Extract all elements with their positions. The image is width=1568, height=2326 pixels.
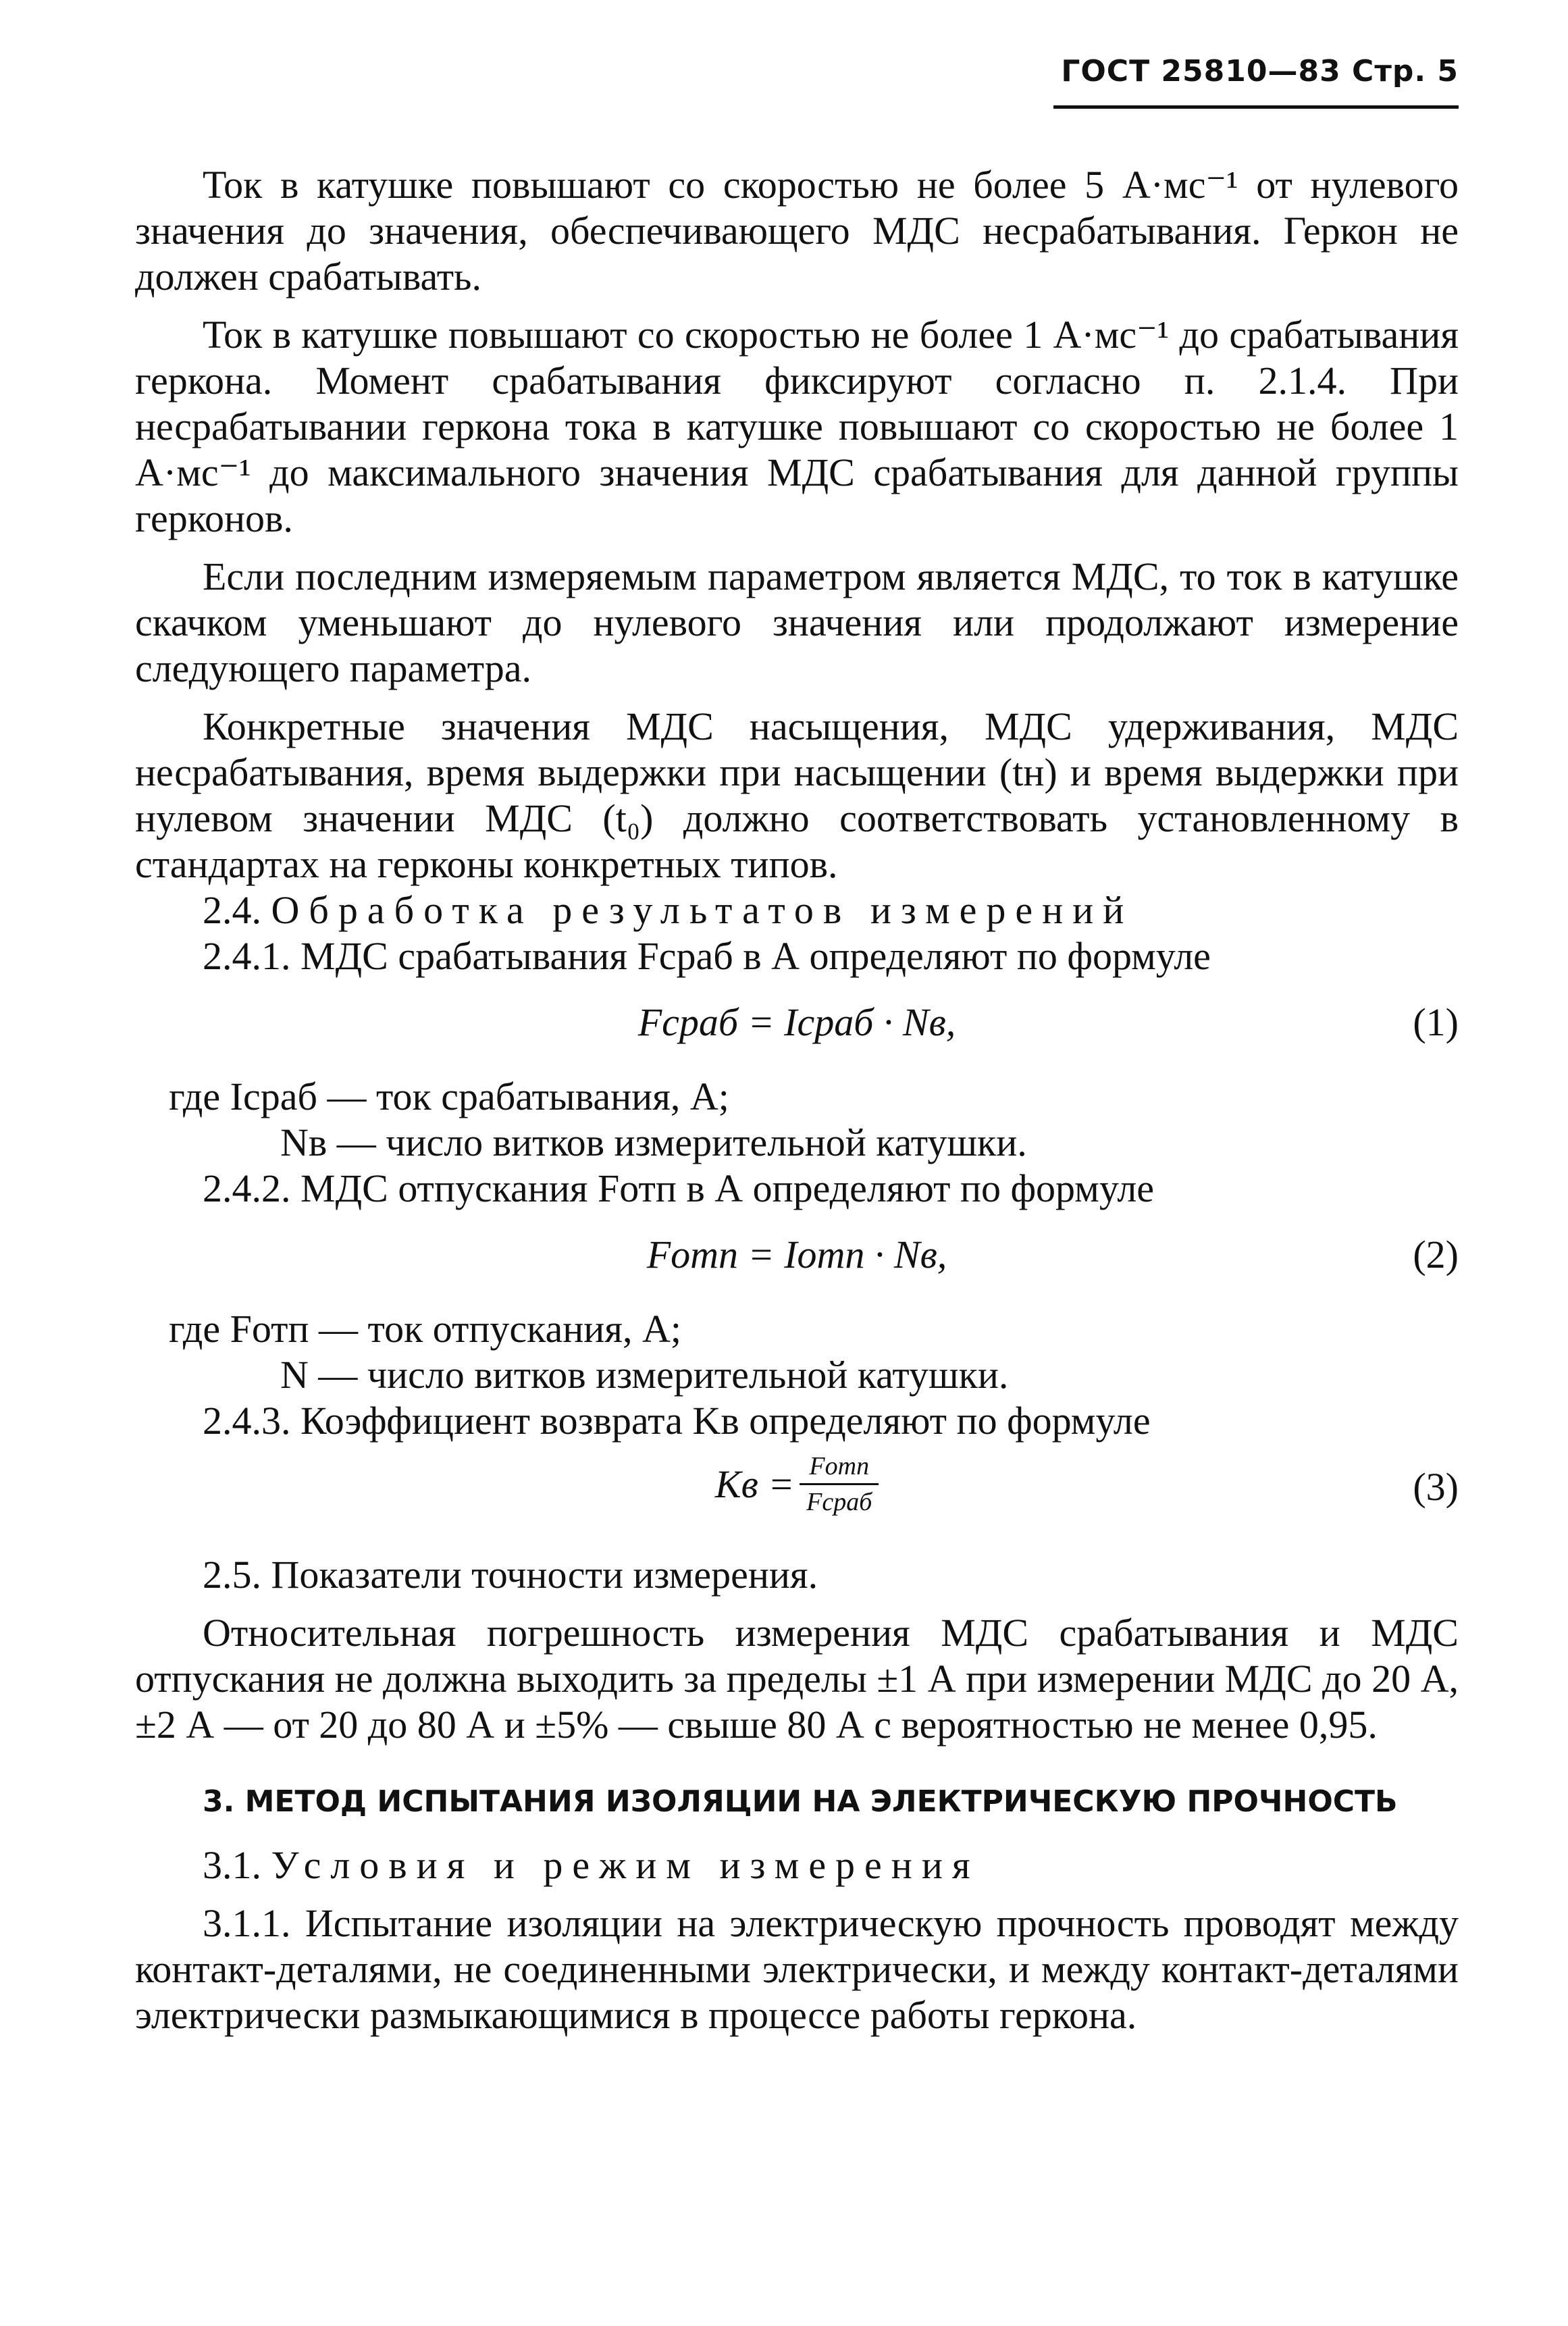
where-2-b: N — число витков измерительной катушки. (280, 1353, 1009, 1397)
formula-3-numerator: Fотп (800, 1451, 879, 1485)
section-3-title: 3. МЕТОД ИСПЫТАНИЯ ИЗОЛЯЦИИ НА ЭЛЕКТРИЧЕСКУЮ ПРОЧНОСТЬ (203, 1784, 1398, 1819)
paragraph-4: Конкретные значения МДС насыщения, МДС удерживания, МДС несрабатывания, время выдержки при насыщении (tн) и время выдержки при нулевом значении МДС (t₀) должно соответствовать установленному в стандартах на герконы конкретных типов. (135, 704, 1459, 886)
where-1-a: где Iсраб — ток срабатывания, А; (169, 1075, 729, 1118)
paragraph-3: Если последним измеряемым параметром является МДС, то ток в катушке скачком уменьшают до нулевого значения или продолжают измерение следующего параметра. (135, 554, 1459, 690)
formula-2-row (135, 1218, 1459, 1299)
paragraph-2-4-1: 2.4.1. МДС срабатывания Fсраб в А определяют по формуле (203, 934, 1211, 978)
formula-3-number: (3) (1413, 1465, 1459, 1509)
paragraph-2: Ток в катушке повышают со скоростью не более 1 А·мс⁻¹ до срабатывания геркона. Момент срабатывания фиксируют согласно п. 2.1.4. При несрабатывании геркона тока в катушке повышают со скоростью не более 1 А·мс⁻¹ до максимального значения МДС срабатывания для данной группы герконов. (135, 313, 1459, 540)
page-header: ГОСТ 25810—83 Стр. 5 (1061, 54, 1459, 88)
formula-3 (135, 1451, 1459, 1518)
section-2-4-heading (135, 887, 1459, 933)
formula-1: Fсраб = Iсраб · Nв, (637, 1000, 956, 1044)
formula-1-row (135, 986, 1459, 1067)
where-2-a: где Fотп — ток отпускания, А; (169, 1307, 681, 1351)
formula-1-number: (1) (1413, 1000, 1459, 1044)
section-2-4-number: 2.4. (203, 888, 261, 932)
where-1-b: Nв — число витков измерительной катушки. (280, 1120, 1027, 1164)
formula-3-lhs: Kв = (714, 1462, 795, 1506)
formula-3-fraction (800, 1451, 879, 1518)
formula-2: Fотп = Iотп · Nв, (646, 1233, 947, 1276)
paragraph-2-4-3: 2.4.3. Коэффициент возврата Kв определяют по формуле (203, 1399, 1151, 1443)
formula-2-number: (2) (1413, 1233, 1459, 1276)
paragraph-3-1-1: 3.1.1. Испытание изоляции на электрическую прочность проводят между контакт-деталями, не соединенными электрически, и между контакт-деталями электрически размыкающимися в процессе работы геркона. (135, 1901, 1459, 2037)
paragraph-1: Ток в катушке повышают со скоростью не более 5 А·мс⁻¹ от нулевого значения до значения, обеспечивающего МДС несрабатывания. Геркон не должен срабатывать. (135, 163, 1459, 299)
document-body (135, 162, 1459, 2038)
formula-3-denominator: Fсраб (806, 1488, 872, 1516)
formula-3-row (135, 1451, 1459, 1545)
section-2-4-title: Обработка результатов измерений (271, 888, 1134, 932)
section-2-5-text: Относительная погрешность измерения МДС срабатывания и МДС отпускания не должна выходить за пределы ±1 А при измерении МДС до 20 А, ±2 А — от 20 до 80 А и ±5% — свыше 80 А с вероятностью не менее 0,95. (135, 1611, 1459, 1747)
section-2-5-heading: 2.5. Показатели точности измерения. (203, 1553, 818, 1597)
section-3-1-heading (135, 1842, 1459, 1888)
header-rule (1053, 105, 1459, 109)
section-3-1-number: 3.1. (203, 1843, 261, 1887)
section-3-1-title: Условия и режим измерения (271, 1843, 980, 1887)
paragraph-2-4-2: 2.4.2. МДС отпускания Fотп в А определяют по формуле (203, 1166, 1155, 1210)
